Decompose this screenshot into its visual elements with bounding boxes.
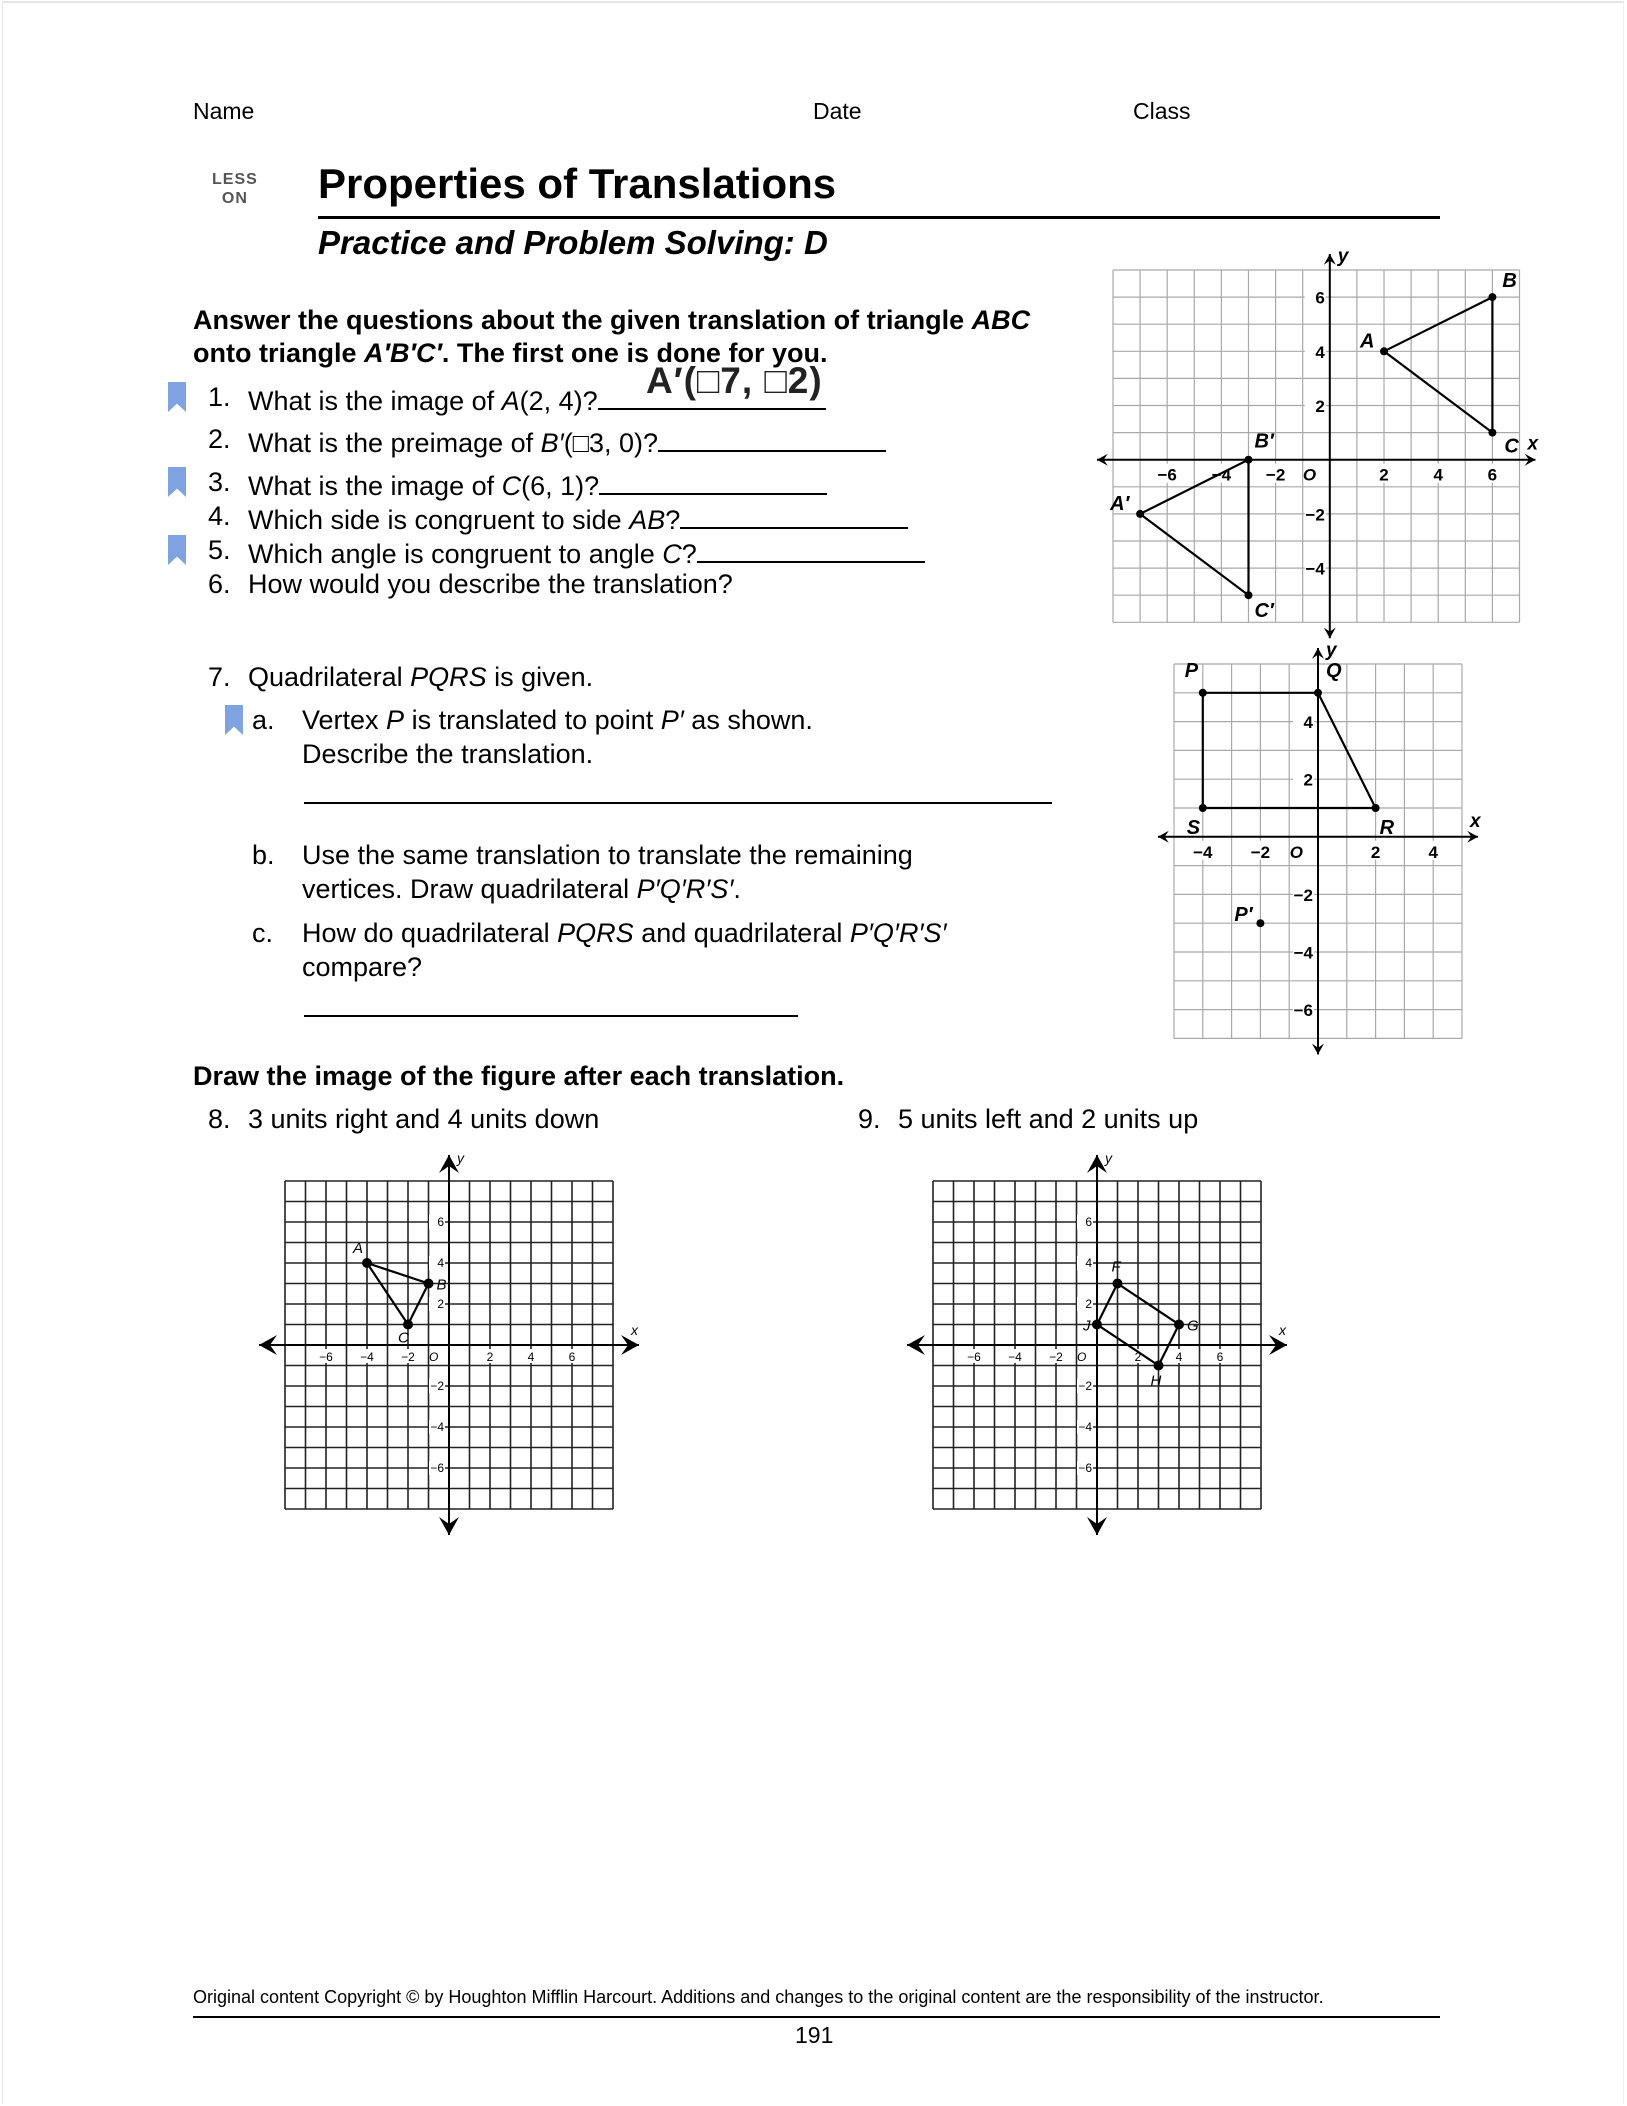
answer-blank-2[interactable] [658, 424, 886, 452]
question-number: 7. [208, 662, 231, 692]
lesson-logo [212, 170, 258, 208]
answer-blank-7c[interactable] [304, 1015, 798, 1017]
x-tick-label: 2 [1379, 465, 1389, 485]
y-tick-label: 6 [437, 1215, 444, 1229]
page-subtitle: Practice and Problem Solving: D [318, 224, 828, 261]
y-tick-label: 2 [1303, 770, 1313, 790]
question-text: (6, 1)? [521, 471, 600, 501]
question-text: How would you describe the translation? [248, 569, 733, 599]
question-italic: PQRS [410, 662, 487, 692]
question-text: Quadrilateral [248, 662, 411, 692]
vertex-label-P: P [1184, 659, 1199, 682]
section1-instruction-line1 [193, 305, 1030, 336]
vertex-label-F: F [1111, 1258, 1121, 1276]
question-italic: A [501, 386, 520, 416]
vertex-A [1380, 347, 1388, 355]
question-text: How do quadrilateral [302, 918, 558, 948]
question-text: . [733, 874, 741, 904]
question-number: 2. [208, 424, 231, 454]
vertex-R [1372, 804, 1380, 812]
question-text: Use the same translation to translate the remaining [302, 840, 913, 870]
x-tick-label: −2 [1265, 465, 1286, 485]
vertex-label-Q: Q [1326, 659, 1342, 682]
y-tick-label: 4 [1303, 713, 1313, 733]
answer-blank-3[interactable] [599, 467, 827, 495]
y-tick-label: −2 [1305, 505, 1325, 525]
vertex-label-A: A [353, 1240, 364, 1257]
graph-quadrilateral-pqrs [1150, 640, 1530, 1060]
y-axis-label: y [1326, 640, 1337, 661]
lesson-logo-line2: ON [221, 190, 248, 207]
graph-problem-9[interactable] [900, 1145, 1300, 1555]
x-axis-label: x [631, 1322, 638, 1338]
vertex-C [403, 1320, 413, 1330]
instruction-text: onto triangle [193, 338, 364, 368]
footer-divider [193, 2016, 1440, 2018]
point-label-P′: P′ [1234, 904, 1253, 927]
x-tick-label: 4 [1428, 842, 1438, 862]
question-7a-line2: Describe the translation. [302, 739, 594, 769]
name-label: Name [193, 98, 255, 124]
y-axis-label: y [457, 1150, 464, 1166]
instruction-text: Answer the questions about the given translation of triangle [193, 305, 972, 335]
title-divider [318, 216, 1440, 219]
footer-copyright: Original content Copyright © by Houghton Mifflin Harcourt. Additions and changes to the original content are the responsibility of the instructor. [193, 1987, 1324, 2007]
y-tick-label: −2 [1293, 885, 1313, 905]
vertex-S [1199, 804, 1207, 812]
vertex-label-J: J [1083, 1317, 1091, 1335]
question-text: 5 units left and 2 units up [898, 1104, 1199, 1134]
vertex-Q [1314, 689, 1322, 697]
origin-label: O [1076, 1350, 1087, 1364]
vertex-C [1488, 429, 1496, 437]
instruction-text: . The first one is done for you. [441, 338, 828, 368]
x-tick-label: −4 [1008, 1350, 1022, 1364]
vertex-B′ [1245, 456, 1253, 464]
question-7b-line2 [302, 874, 741, 905]
answer-blank-5[interactable] [697, 535, 925, 563]
question-number: 5. [208, 535, 231, 565]
vertex-label-R: R [1379, 817, 1395, 839]
x-tick-label: −2 [1049, 1350, 1063, 1364]
question-number: 3. [208, 467, 231, 497]
vertex-B [424, 1279, 434, 1289]
x-tick-label: 6 [1216, 1350, 1224, 1364]
question-text: ? [681, 539, 697, 569]
question-italic: C [501, 471, 522, 501]
vertex-label-A: A [1360, 330, 1375, 353]
x-tick-label: 2 [486, 1350, 494, 1364]
vertex-P [1199, 689, 1207, 697]
y-tick-label: 6 [1085, 1215, 1092, 1229]
question-7c-line2: compare? [302, 952, 423, 982]
vertex-A′ [1136, 510, 1144, 518]
question-text: 3 units right and 4 units down [248, 1104, 600, 1134]
x-tick-label: 6 [568, 1350, 576, 1364]
vertex-label-B: B [436, 1276, 447, 1294]
y-tick-label: 6 [1315, 288, 1325, 308]
polygon-ABC [367, 1263, 429, 1325]
part-label: b. [252, 840, 275, 870]
origin-label: O [1289, 842, 1304, 862]
graph-problem-8[interactable] [250, 1145, 650, 1555]
question-text: (2, 4)? [519, 386, 598, 416]
section2-instruction: Draw the image of the figure after each translation. [193, 1061, 845, 1091]
question-text: Which angle is congruent to angle [248, 539, 663, 569]
vertex-A [362, 1258, 372, 1268]
question-text: vertices. Draw quadrilateral [302, 874, 637, 904]
x-tick-label: −4 [1193, 842, 1213, 862]
lesson-logo-line1: LESS [212, 171, 258, 188]
x-axis-label: x [1470, 810, 1481, 832]
vertex-label-C: C [1504, 435, 1519, 458]
x-tick-label: 4 [1433, 465, 1443, 485]
answer-blank-4[interactable] [680, 501, 908, 529]
answer-blank-7a[interactable] [304, 802, 1052, 804]
instruction-italic: ABC [971, 305, 1031, 335]
question-text: as shown. [683, 705, 813, 735]
y-tick-label: 4 [437, 1256, 444, 1270]
vertex-F [1113, 1279, 1123, 1289]
x-tick-label: 2 [1134, 1350, 1142, 1364]
y-tick-label: 2 [1315, 397, 1325, 416]
x-tick-label: −6 [967, 1350, 981, 1364]
y-tick-label: −4 [430, 1420, 444, 1434]
question-italic: P [386, 705, 405, 735]
vertex-label-C′: C′ [1254, 600, 1274, 623]
vertex-label-B: B [1502, 270, 1517, 293]
vertex-B [1488, 293, 1496, 301]
vertex-label-A′: A′ [1110, 492, 1130, 515]
vertex-label-H: H [1150, 1372, 1162, 1390]
vertex-label-B′: B′ [1254, 430, 1274, 453]
y-tick-label: −2 [430, 1379, 444, 1393]
y-tick-label: −2 [1078, 1379, 1092, 1393]
x-tick-label: 4 [527, 1350, 535, 1364]
x-tick-label: 6 [1487, 465, 1498, 485]
y-tick-label: −4 [1293, 943, 1313, 963]
point-P′ [1256, 919, 1264, 927]
question-italic: AB [629, 505, 666, 535]
date-label: Date [813, 98, 862, 124]
x-tick-label: −6 [1157, 465, 1177, 485]
question-text: (□3, 0)? [563, 428, 659, 458]
question-text: is translated to point [404, 705, 661, 735]
graph-triangle-abc [1090, 245, 1545, 645]
part-label: c. [252, 918, 274, 948]
y-tick-label: −6 [430, 1461, 444, 1475]
question-text: What is the image of [248, 386, 502, 416]
y-tick-label: 4 [1315, 342, 1325, 362]
question-italic: C [662, 539, 682, 569]
question-italic: P′Q′R′S′ [636, 874, 734, 904]
question-number: 9. [858, 1104, 881, 1134]
y-tick-label: −4 [1305, 559, 1325, 579]
question-text: and quadrilateral [633, 918, 850, 948]
y-tick-label: −4 [1078, 1420, 1092, 1434]
x-tick-label: −2 [1250, 842, 1271, 862]
instruction-italic: A′B′C′ [364, 338, 442, 368]
x-tick-label: −2 [401, 1350, 415, 1364]
question-text: ? [665, 505, 681, 535]
y-tick-label: −6 [1293, 1001, 1313, 1021]
origin-label: O [1302, 465, 1317, 485]
answer-1-text: A′(□7, □2) [646, 360, 823, 401]
x-tick-label: −4 [1211, 465, 1232, 485]
y-axis-label: y [1337, 246, 1349, 267]
vertex-G [1174, 1320, 1184, 1330]
question-italic: B′ [540, 428, 564, 458]
vertex-label-C: C [398, 1329, 409, 1347]
page-title: Properties of Translations [318, 160, 837, 207]
question-text: Vertex [302, 705, 387, 735]
x-tick-label: −6 [319, 1350, 333, 1364]
x-tick-label: 2 [1370, 842, 1381, 862]
x-axis-label: x [1279, 1322, 1286, 1338]
question-italic: P′ [660, 705, 684, 735]
vertex-J [1092, 1320, 1102, 1330]
vertex-label-S: S [1186, 817, 1201, 839]
question-italic: PQRS [557, 918, 634, 948]
question-number: 1. [208, 382, 231, 412]
y-axis-label: y [1105, 1150, 1112, 1166]
question-text: is given. [486, 662, 594, 692]
question-number: 4. [208, 501, 231, 531]
y-tick-label: 4 [1085, 1256, 1092, 1270]
y-tick-label: 2 [1085, 1297, 1092, 1311]
page-number: 191 [795, 2022, 834, 2048]
vertex-H [1154, 1361, 1164, 1371]
question-italic: P′Q′R′S′ [849, 918, 947, 948]
x-axis-label: x [1527, 433, 1539, 455]
question-number: 6. [208, 569, 231, 599]
question-text: Which side is congruent to side [248, 505, 630, 535]
part-label: a. [252, 705, 275, 735]
class-label: Class [1133, 98, 1191, 124]
y-tick-label: −6 [1078, 1461, 1092, 1475]
question-number: 8. [208, 1104, 231, 1134]
question-text: What is the preimage of [248, 428, 541, 458]
y-tick-label: 2 [437, 1297, 444, 1311]
origin-label: O [428, 1350, 439, 1364]
vertex-C′ [1245, 591, 1253, 599]
vertex-label-G: G [1187, 1317, 1199, 1335]
x-tick-label: 4 [1175, 1350, 1183, 1364]
x-tick-label: −4 [360, 1350, 374, 1364]
question-text: What is the image of [248, 471, 502, 501]
